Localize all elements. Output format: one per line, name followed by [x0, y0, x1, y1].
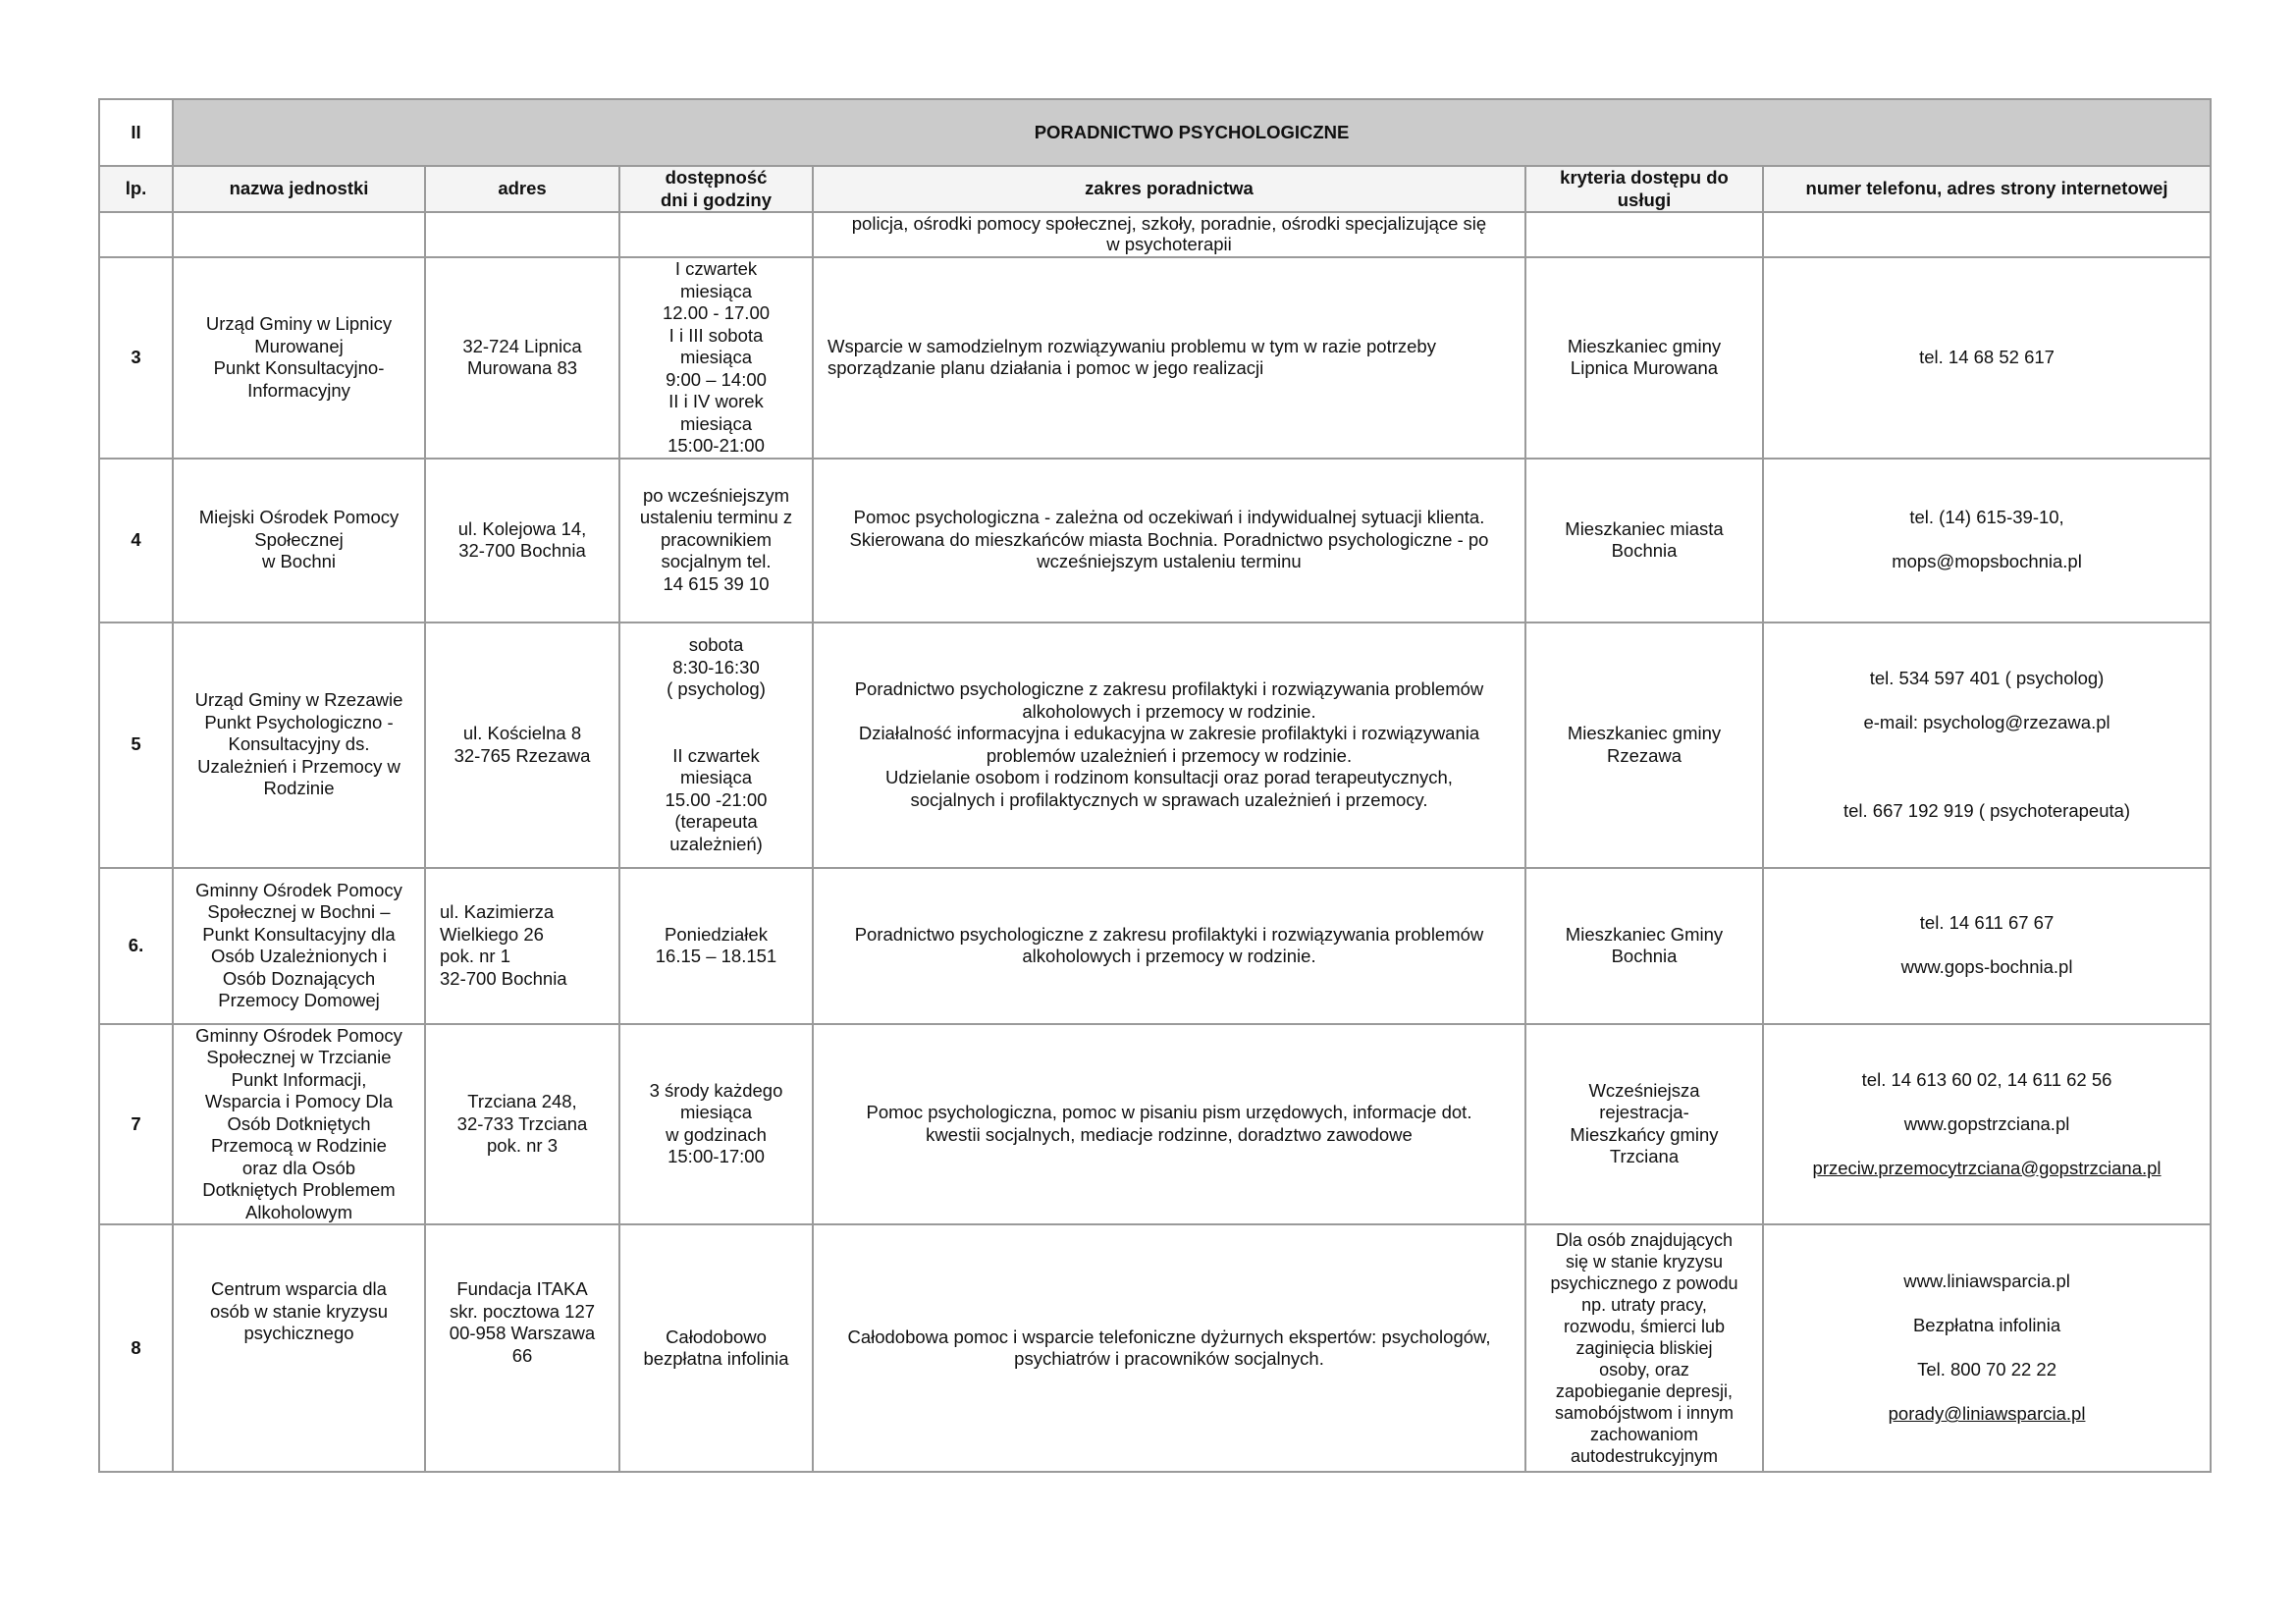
phone-text: tel. 14 613 60 02, 14 611 62 56: [1861, 1068, 2112, 1090]
cell-kontakt: [1763, 257, 2211, 459]
email-text: mops@mopsbochnia.pl: [1892, 551, 2082, 572]
cell-dostepnosc: I czwartek miesiąca 12.00 - 17.00 I i III sobota miesiąca 9:00 – 14:00 II i IV worek miesiąca 15:00-21:00: [619, 257, 813, 459]
cell-kryteria: Mieszkaniec miasta Bochnia: [1525, 459, 1763, 623]
cell-adres: ul. Kościelna 8 32-765 Rzezawa: [425, 623, 619, 868]
cell-kontakt: [1763, 1224, 2211, 1472]
cell-zakres: Całodobowa pomoc i wsparcie telefoniczne dyżurnych ekspertów: psychologów, psychiatrów i pracowników socjalnych.: [813, 1224, 1525, 1472]
email-text: e-mail: psycholog@rzezawa.pl: [1863, 712, 2110, 732]
cell-empty: [173, 212, 425, 257]
cell-dostepnosc: po wcześniejszym ustaleniu terminu z pracownikiem socjalnym tel. 14 615 39 10: [619, 459, 813, 623]
cell-empty: [1763, 212, 2211, 257]
table-row: [99, 1024, 2211, 1225]
cell-dostepnosc: 3 środy każdego miesiąca w godzinach 15:00-17:00: [619, 1024, 813, 1225]
cell-kontakt: [1763, 868, 2211, 1024]
section-row: [99, 99, 2211, 166]
section-title: PORADNICTWO PSYCHOLOGICZNE: [173, 99, 2211, 166]
website-text: www.gopstrzciana.pl: [1903, 1112, 2070, 1134]
cell-kryteria: Dla osób znajdujących się w stanie kryzysu psychicznego z powodu np. utraty pracy, rozwodu, śmierci lub zaginięcia bliskiej osoby, oraz zapobieganie depresji, samobójstwom i innym zachowaniom autodestrukcyjnym: [1525, 1224, 1763, 1472]
cell-zakres: Poradnictwo psychologiczne z zakresu profilaktyki i rozwiązywania problemów alkoholowych i przemocy w rodzinie. Działalność informacyjna i edukacyjna w zakresie profilaktyki i rozwiązywania problemów uzależnień i przemocy w rodzinie. Udzielanie osobom i rodzinom konsultacji oraz porad terapeutycznych, socjalnych i profilaktycznych w sprawach uzależnień i przemocy.: [813, 623, 1525, 868]
cell-kontakt: [1763, 623, 2211, 868]
cell-nazwa: Centrum wsparcia dla osób w stanie kryzysu psychicznego: [173, 1224, 425, 1472]
section-number: II: [99, 99, 173, 166]
cell-empty: [425, 212, 619, 257]
cell-nazwa: Miejski Ośrodek Pomocy Społecznej w Bochni: [173, 459, 425, 623]
phone-text: tel. 14 68 52 617: [1919, 347, 2055, 367]
cell-lp: 8: [99, 1224, 173, 1472]
col-header-lp: lp.: [99, 166, 173, 212]
phone-text: tel. 667 192 919 ( psychoterapeuta): [1842, 799, 2131, 821]
cell-kryteria: Wcześniejsza rejestracja- Mieszkańcy gminy Trzciana: [1525, 1024, 1763, 1225]
col-header-adres: adres: [425, 166, 619, 212]
col-header-nazwa: nazwa jednostki: [173, 166, 425, 212]
cell-dostepnosc: Poniedziałek 16.15 – 18.151: [619, 868, 813, 1024]
col-header-kontakt: numer telefonu, adres strony internetowej: [1763, 166, 2211, 212]
email-link[interactable]: porady@liniawsparcia.pl: [1888, 1403, 2086, 1425]
website-text: www.gops-bochnia.pl: [1900, 956, 2073, 978]
cell-empty: [99, 212, 173, 257]
table-row: [99, 459, 2211, 623]
cell-nazwa: Gminny Ośrodek Pomocy Społecznej w Bochni – Punkt Konsultacyjny dla Osób Uzależnionych i Osób Doznających Przemocy Domowej: [173, 868, 425, 1024]
cell-dostepnosc: sobota 8:30-16:30 ( psycholog) II czwartek miesiąca 15.00 -21:00 (terapeuta uzależnień): [619, 623, 813, 868]
cell-zakres: Wsparcie w samodzielnym rozwiązywaniu problemu w tym w razie potrzeby sporządzanie planu działania i pomoc w jego realizacji: [813, 257, 1525, 459]
cell-nazwa: Urząd Gminy w Lipnicy Murowanej Punkt Konsultacyjno- Informacyjny: [173, 257, 425, 459]
cell-nazwa: Urząd Gminy w Rzezawie Punkt Psychologiczno - Konsultacyjny ds. Uzależnień i Przemocy w Rodzinie: [173, 623, 425, 868]
cell-zakres: Pomoc psychologiczna - zależna od oczekiwań i indywidualnej sytuacji klienta. Skierowana do mieszkańców miasta Bochnia. Poradnictwo psychologiczne - po wcześniejszym ustaleniu terminu: [813, 459, 1525, 623]
cell-adres: ul. Kazimierza Wielkiego 26 pok. nr 1 32-700 Bochnia: [425, 868, 619, 1024]
cell-adres: ul. Kolejowa 14, 32-700 Bochnia: [425, 459, 619, 623]
website-text: www.liniawsparcia.pl: [1903, 1271, 2070, 1292]
cell-zakres: Pomoc psychologiczna, pomoc w pisaniu pism urzędowych, informacje dot. kwestii socjalnych, mediacje rodzinne, doradztwo zawodowe: [813, 1024, 1525, 1225]
cell-lp: 3: [99, 257, 173, 459]
cell-kryteria: Mieszkaniec gminy Rzezawa: [1525, 623, 1763, 868]
spacer-line: [1770, 756, 2204, 778]
cell-nazwa: Gminny Ośrodek Pomocy Społecznej w Trzcianie Punkt Informacji, Wsparcia i Pomocy Dla Osób Dotkniętych Przemocą w Rodzinie oraz dla Osób Dotkniętych Problemem Alkoholowym: [173, 1024, 425, 1225]
helpline-label: Bezpłatna infolinia: [1912, 1315, 2061, 1336]
email-link[interactable]: przeciw.przemocytrzciana@gopstrzciana.pl: [1812, 1157, 2162, 1178]
phone-text: tel. 14 611 67 67: [1919, 912, 2055, 934]
cell-adres: Fundacja ITAKA skr. pocztowa 127 00-958 Warszawa 66: [425, 1224, 619, 1472]
table-row: [99, 1224, 2211, 1472]
header-row: [99, 166, 2211, 212]
cell-kontakt: [1763, 459, 2211, 623]
table-row: [99, 257, 2211, 459]
cell-zakres: Poradnictwo psychologiczne z zakresu profilaktyki i rozwiązywania problemów alkoholowych i przemocy w rodzinie.: [813, 868, 1525, 1024]
col-header-zakres: zakres poradnictwa: [813, 166, 1525, 212]
cell-dostepnosc: Całodobowo bezpłatna infolinia: [619, 1224, 813, 1472]
cell-empty: [619, 212, 813, 257]
col-header-kryteria: kryteria dostępu do usługi: [1525, 166, 1763, 212]
phone-text: Tel. 800 70 22 22: [1917, 1359, 2057, 1380]
cell-lp: 6.: [99, 868, 173, 1024]
cell-zakres: policja, ośrodki pomocy społecznej, szkoły, poradnie, ośrodki specjalizujące się w psychoterapii: [813, 212, 1525, 257]
cell-lp: 7: [99, 1024, 173, 1225]
cell-kontakt: [1763, 1024, 2211, 1225]
continuation-row: [99, 212, 2211, 257]
counseling-table: [98, 98, 2212, 1473]
table-row: [99, 623, 2211, 868]
cell-kryteria: Mieszkaniec gminy Lipnica Murowana: [1525, 257, 1763, 459]
col-header-dostepnosc: dostępność dni i godziny: [619, 166, 813, 212]
table-row: [99, 868, 2211, 1024]
phone-text: tel. 534 597 401 ( psycholog): [1869, 668, 2105, 688]
cell-adres: Trzciana 248, 32-733 Trzciana pok. nr 3: [425, 1024, 619, 1225]
cell-empty: [1525, 212, 1763, 257]
phone-text: tel. (14) 615-39-10,: [1909, 507, 2064, 528]
cell-lp: 4: [99, 459, 173, 623]
cell-kryteria: Mieszkaniec Gminy Bochnia: [1525, 868, 1763, 1024]
cell-adres: 32-724 Lipnica Murowana 83: [425, 257, 619, 459]
cell-lp: 5: [99, 623, 173, 868]
